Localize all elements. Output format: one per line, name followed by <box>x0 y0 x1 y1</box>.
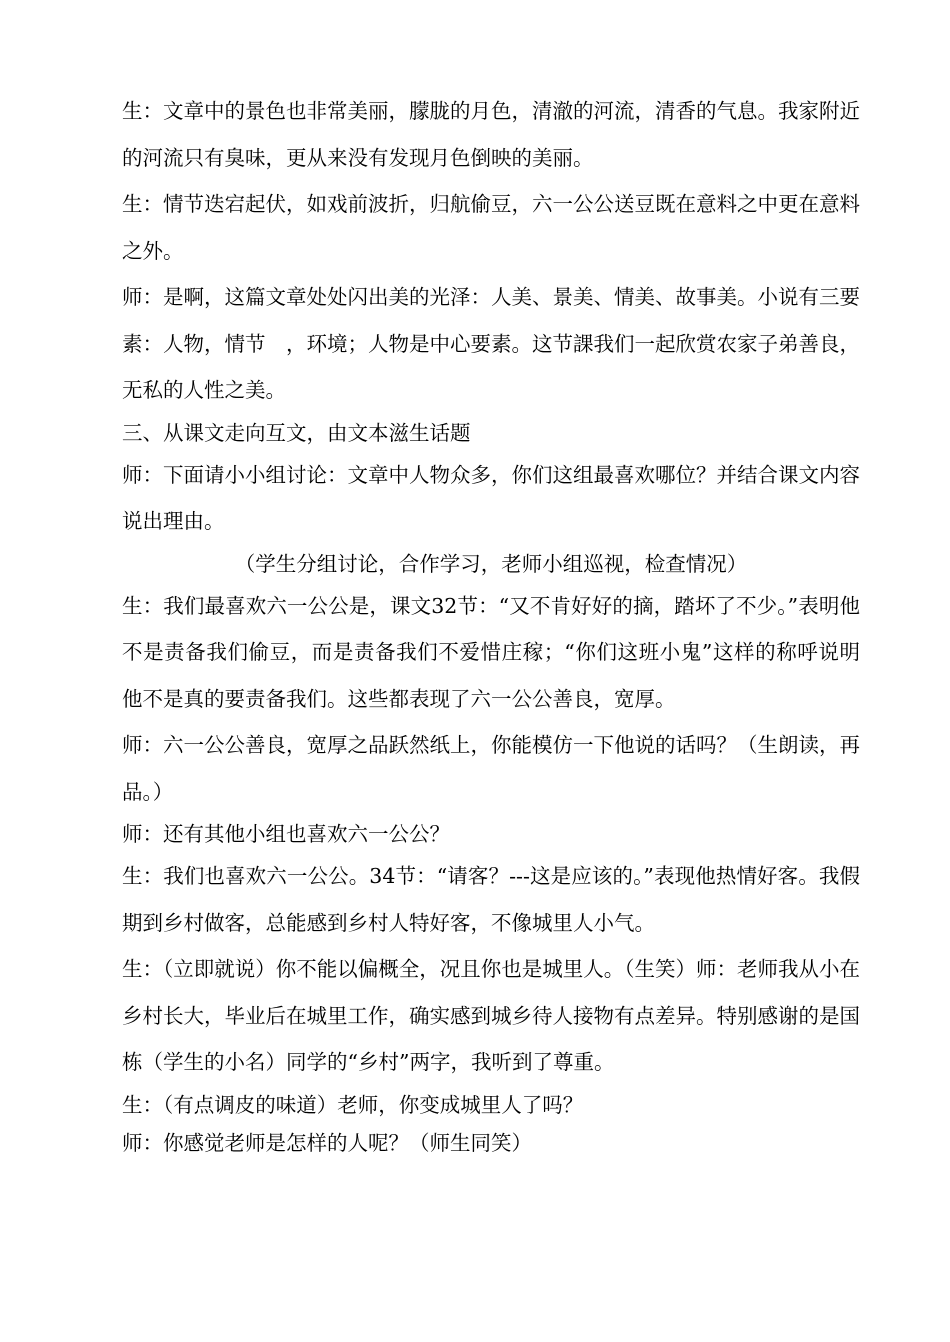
paragraph-imitate-speech: 师：六一公公善良，宽厚之品跃然纸上，你能模仿一下他说的话吗？（生朗读，再品。） <box>122 733 860 804</box>
paragraph-other-groups: 师：还有其他小组也喜欢六一公公？ <box>122 822 450 846</box>
paragraph-plot: 生：情节迭宕起伏，如戏前波折，归航偷豆，六一公公送豆既在意料之中更在意料之外。 <box>122 192 860 263</box>
paragraph-teacher-summary: 师：是啊，这篇文章处处闪出美的光泽：人美、景美、情美、故事美。小说有三要素：人物，情节 ，环境；人物是中心要素。这节課我们一起欣赏农家子弟善良，无私的人性之美。 <box>122 285 860 402</box>
document-body <box>122 88 860 1162</box>
stage-direction: （学生分组讨论，合作学习，老师小组巡视，检查情况） <box>234 551 748 576</box>
paragraph-playful-question: 生：（有点调皮的味道）老师，你变成城里人了吗？ <box>122 1092 584 1117</box>
paragraph-liuyi-gonggong: 生：我们最喜欢六一公公是，课文32节：“又不肯好好的摘，踏坏了不少。”表明他不是责备我们偷豆，而是责备我们不爱惜庄稼；“你们这班小鬼”这样的称呼说明他不是真的要责备我们。这些都表现了六一公公善良，宽厚。 <box>122 593 860 711</box>
paragraph-city-village: 生：（立即就说）你不能以偏概全，况且你也是城里人。（生笑）师：老师我从小在乡村长大，毕业后在城里工作，确实感到城乡待人接物有点差异。特别感谢的是国栋（学生的小名）同学的“乡村”两字，我听到了尊重。 <box>122 957 860 1074</box>
paragraph-scenery: 生：文章中的景色也非常美丽，朦胧的月色，清澈的河流，清香的气息。我家附近的河流只有臭味，更从来没有发现月色倒映的美丽。 <box>122 99 860 170</box>
paragraph-hospitality: 生：我们也喜欢六一公公。34节：“请客？---这是应该的。”表现他热情好客。我假期到乡村做客，总能感到乡村人特好客，不像城里人小气。 <box>122 864 860 935</box>
section-heading-three: 三、从课文走向互文，由文本滋生话题 <box>122 420 471 445</box>
paragraph-teacher-question: 师：你感觉老师是怎样的人呢？（师生同笑） <box>122 1130 532 1155</box>
paragraph-group-discussion: 师：下面请小小组讨论：文章中人物众多，你们这组最喜欢哪位？并结合课文内容说出理由。 <box>122 462 860 533</box>
